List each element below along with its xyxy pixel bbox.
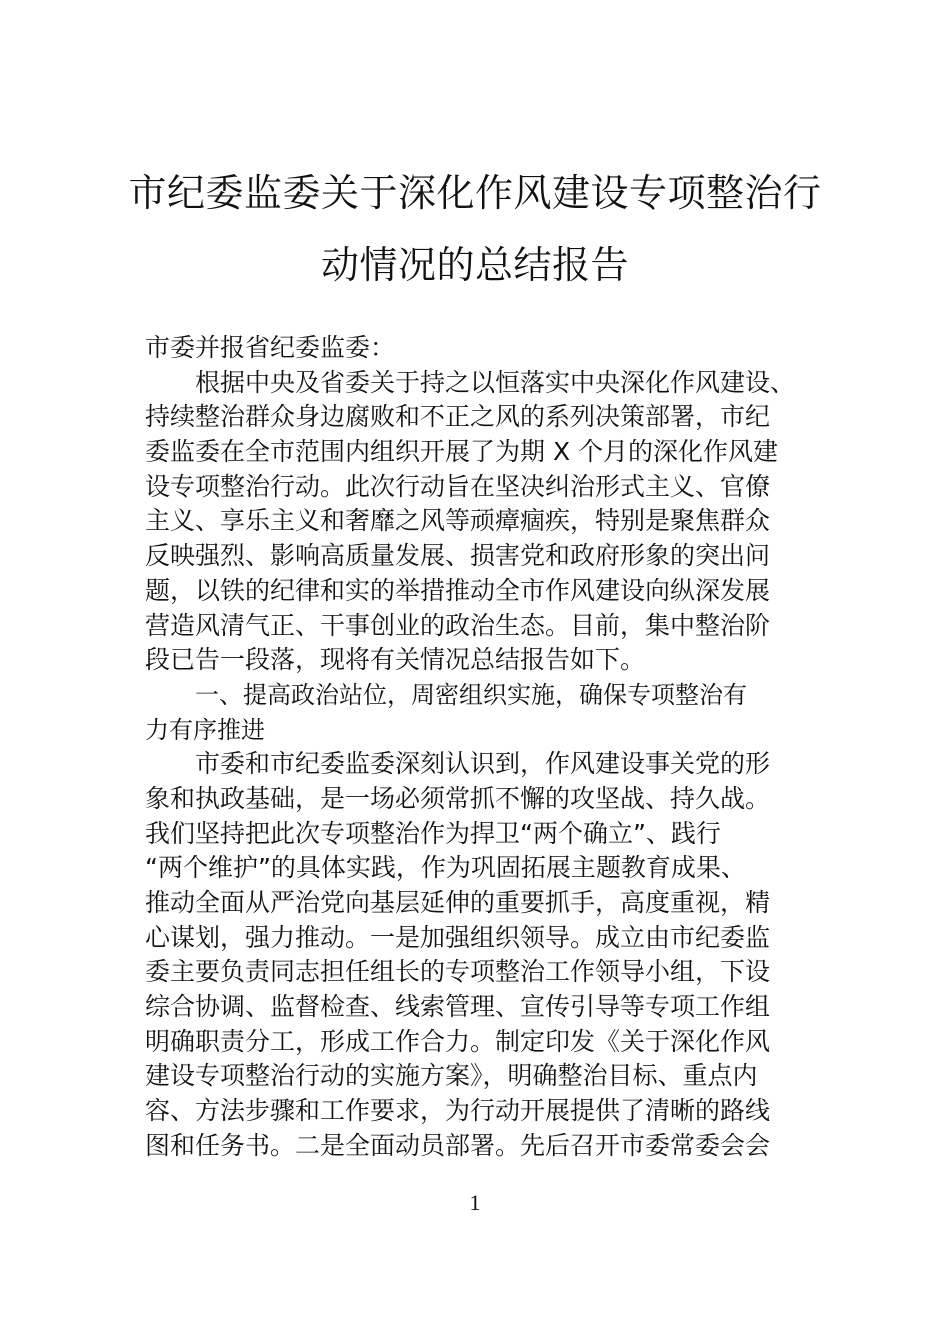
paragraph-line: 我们坚持把此次专项整治作为捍卫“两个确立”、践行 — [145, 818, 721, 848]
paragraph-line: 设专项整治行动。此次行动旨在坚决纠治形式主义、官僚 — [145, 471, 771, 501]
salutation: 市委并报省纪委监委： — [145, 333, 396, 362]
document-title-line-1: 市纪委监委关于深化作风建设专项整治行 — [128, 171, 822, 215]
paragraph-line: 市委和市纪委监委深刻认识到，作风建设事关党的形 — [195, 749, 771, 779]
paragraph-line: 容、方法步骤和工作要求，为行动开展提供了清晰的路线 — [145, 1096, 771, 1126]
paragraph-line: “两个维护”的具体实践，作为巩固拓展主题教育成果、 — [145, 853, 746, 883]
paragraph-line: 营造风清气正、干事创业的政治生态。目前，集中整治阶 — [145, 610, 771, 640]
section-heading-line: 力有序推进 — [145, 715, 265, 744]
paragraph-line: 综合协调、监督检查、线索管理、宣传引导等专项工作组 — [145, 992, 771, 1022]
section-heading-line: 一、提高政治站位，周密组织实施，确保专项整治有 — [195, 680, 747, 709]
paragraph-line: 主义、享乐主义和奢靡之风等顽瘴痼疾，特别是聚焦群众 — [145, 506, 771, 536]
page-number: 1 — [469, 1190, 481, 1215]
paragraph-line: 明确职责分工，形成工作合力。制定印发《关于深化作风 — [145, 1026, 771, 1056]
document-title-line-2: 动情况的总结报告 — [320, 243, 629, 287]
paragraph-line: 题，以铁的纪律和实的举措推动全市作风建设向纵深发展 — [145, 575, 771, 605]
paragraph-line: 段已告一段落，现将有关情况总结报告如下。 — [145, 645, 646, 675]
paragraph-line: 象和执政基础，是一场必须常抓不懈的攻坚战、持久战。 — [145, 783, 771, 813]
paragraph-line: 图和任务书。二是全面动员部署。先后召开市委常委会会 — [145, 1130, 771, 1160]
paragraph-line: 委监委在全市范围内组织开展了为期 X 个月的深化作风建 — [145, 437, 779, 467]
paragraph-line: 根据中央及省委关于持之以恒落实中央深化作风建设、 — [195, 367, 796, 397]
paragraph-line: 心谋划，强力推动。一是加强组织领导。成立由市纪委监 — [145, 922, 771, 952]
paragraph-line: 持续整治群众身边腐败和不正之风的系列决策部署，市纪 — [145, 402, 771, 432]
document-body — [145, 331, 809, 1164]
paragraph-line: 建设专项整治行动的实施方案》，明确整治目标、重点内 — [145, 1061, 758, 1091]
paragraph-line: 推动全面从严治党向基层延伸的重要抓手，高度重视，精 — [145, 888, 771, 917]
paragraph-line: 反映强烈、影响高质量发展、损害党和政府形象的突出问 — [145, 541, 771, 571]
paragraph-line: 委主要负责同志担任组长的专项整治工作领导小组，下设 — [145, 957, 771, 987]
